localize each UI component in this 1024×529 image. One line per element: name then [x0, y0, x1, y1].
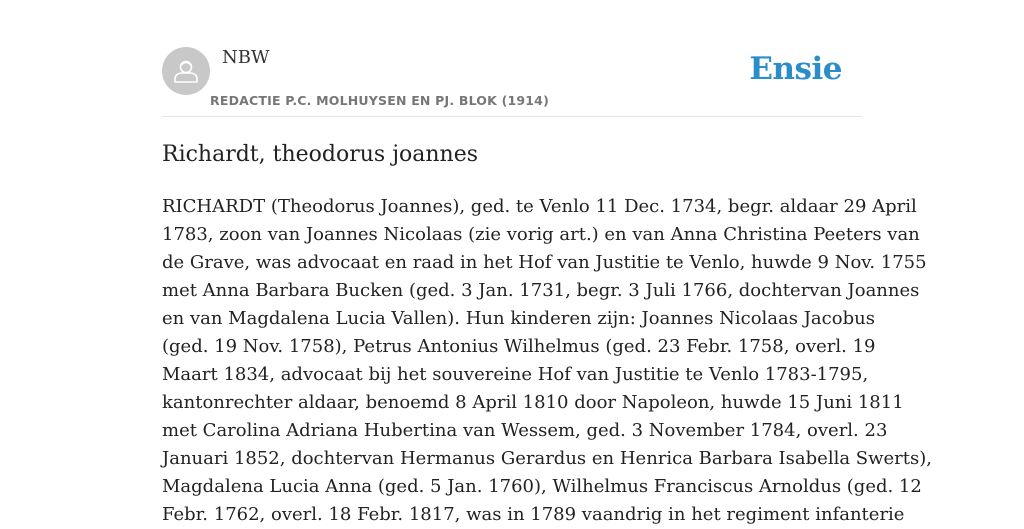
article-title: Richardt, theodorus joannes: [162, 142, 479, 167]
article-line: met Anna Barbara Bucken (ged. 3 Jan. 1731, begr. 3 Juli 1766, dochtervan Joannes: [162, 280, 920, 301]
article-line: en van Magdalena Lucia Vallen). Hun kinderen zijn: Joannes Nicolaas Jacobus: [162, 308, 875, 329]
article-line: Maart 1834, advocaat bij het souvereine Hof van Justitie te Venlo 1783-1795,: [162, 364, 869, 385]
ensie-logo[interactable]: Ensie: [749, 51, 842, 87]
article-line: 1783, zoon van Joannes Nicolaas (zie vorig art.) en van Anna Christina Peeters van: [162, 224, 920, 245]
user-icon: [162, 47, 210, 95]
article-line: Febr. 1762, overl. 18 Febr. 1817, was in 1789 vaandrig in het regiment infanterie: [162, 504, 905, 525]
article-line: kantonrechter aldaar, benoemd 8 April 1810 door Napoleon, huwde 15 Juni 1811: [162, 392, 904, 413]
source-header: [162, 40, 862, 117]
article-line: de Grave, was advocaat en raad in het Hof van Justitie te Venlo, huwde 9 Nov. 1755: [162, 252, 927, 273]
source-subtitle: REDACTIE P.C. MOLHUYSEN EN PJ. BLOK (1914): [210, 93, 549, 108]
source-name[interactable]: NBW: [222, 47, 270, 68]
article-line: Januari 1852, dochtervan Hermanus Gerardus en Henrica Barbara Isabella Swerts),: [162, 448, 932, 469]
article-line: met Carolina Adriana Hubertina van Wessem, ged. 3 November 1784, overl. 23: [162, 420, 888, 441]
article-line: Magdalena Lucia Anna (ged. 5 Jan. 1760), Wilhelmus Franciscus Arnoldus (ged. 12: [162, 476, 922, 497]
article-line: RICHARDT (Theodorus Joannes), ged. te Venlo 11 Dec. 1734, begr. aldaar 29 April: [162, 196, 917, 217]
article-body: [162, 193, 932, 529]
avatar[interactable]: [162, 47, 210, 95]
article-line: (ged. 19 Nov. 1758), Petrus Antonius Wilhelmus (ged. 23 Febr. 1758, overl. 19: [162, 336, 876, 357]
